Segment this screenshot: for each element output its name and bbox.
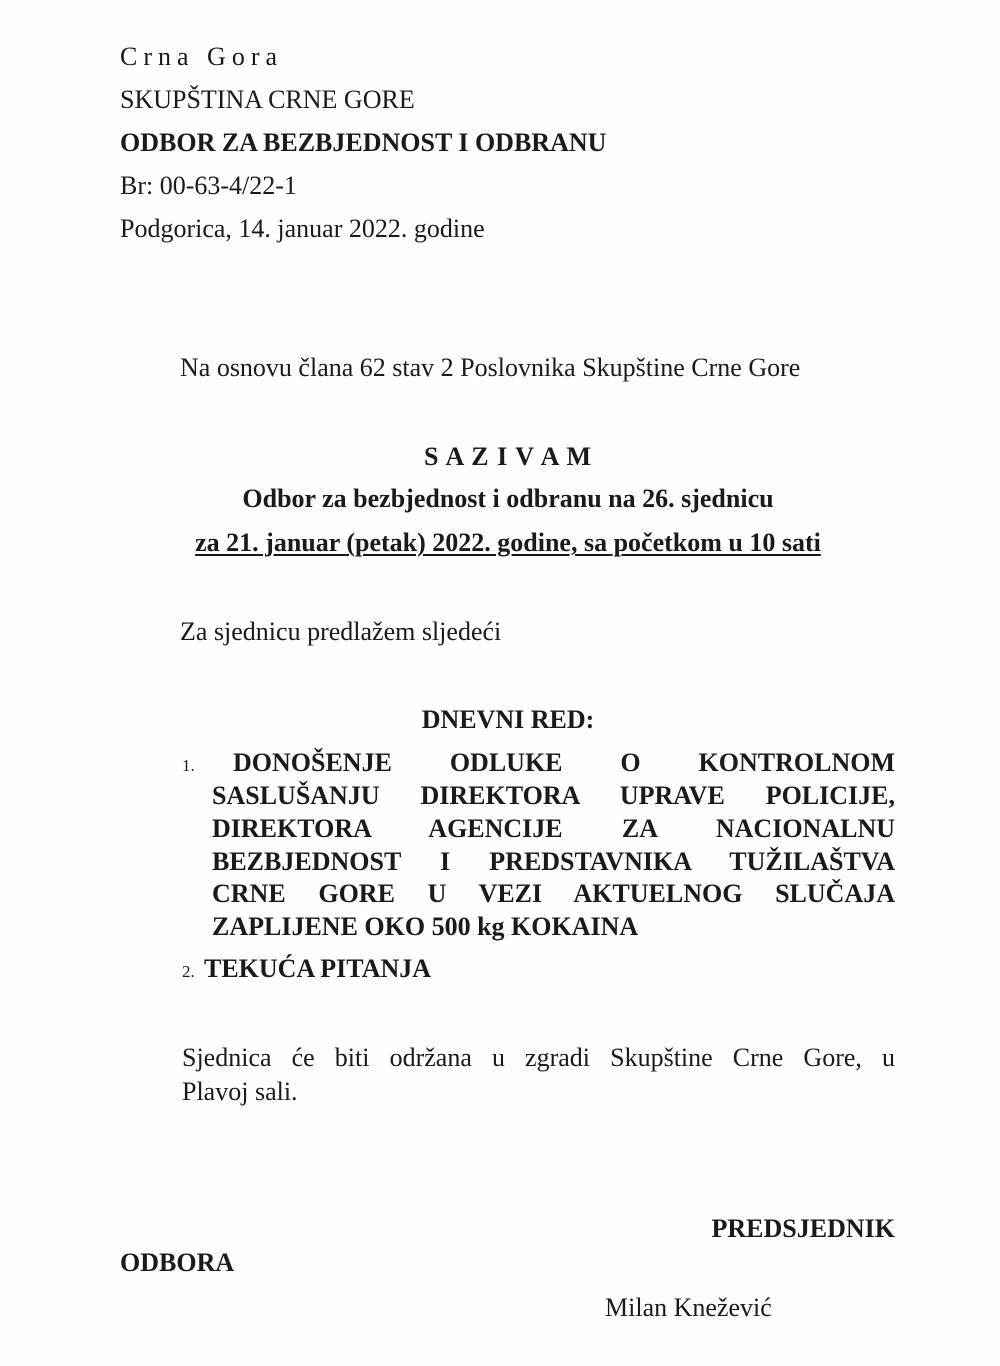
header-committee: ODBOR ZA BEZBJEDNOST I ODBRANU: [120, 128, 607, 157]
convocation-line1: Odbor za bezbjednost i odbranu na 26. sjednicu: [242, 484, 774, 513]
signature-title-part2: ODBORA: [120, 1248, 235, 1277]
agenda-item-number: 1.: [182, 756, 195, 775]
agenda-item-line: ZAPLIJENE OKO 500 kg KOKAINA: [212, 912, 639, 942]
agenda-item-line: BEZBJEDNOST I PREDSTAVNIKA TUŽILAŠTVA: [212, 846, 895, 876]
signature-name: Milan Knežević: [605, 1293, 772, 1322]
agenda-item-line: CRNE GORE U VEZI AKTUELNOG SLUČAJA: [212, 879, 895, 909]
agenda-item-line: DIREKTORA AGENCIJE ZA NACIONALNU: [212, 813, 895, 843]
agenda-item-number: 2.: [182, 962, 195, 981]
preamble: Na osnovu člana 62 stav 2 Poslovnika Skupštine Crne Gore: [180, 353, 801, 382]
reference-number: Br: 00-63-4/22-1: [120, 171, 297, 200]
location-note: [182, 1041, 895, 1109]
place-date: Podgorica, 14. januar 2022. godine: [120, 214, 485, 243]
agenda-item-text: [233, 747, 895, 780]
header-institution: SKUPŠTINA CRNE GORE: [120, 85, 415, 114]
location-note-line: Plavoj sali.: [182, 1077, 298, 1106]
header-country: Crna Gora: [120, 42, 284, 71]
convocation-title: S A Z I V A M: [423, 442, 593, 471]
signature-title-part1: PREDSJEDNIK: [711, 1214, 895, 1243]
agenda-title: DNEVNI RED:: [421, 705, 595, 734]
agenda-item-text-continued: [212, 780, 895, 944]
proposal-intro: Za sjednicu predlažem sljedeći: [180, 617, 502, 646]
convocation-line2: za 21. januar (petak) 2022. godine, sa početkom u 10 sati: [195, 528, 821, 557]
agenda-item-line: DONOŠENJE ODLUKE O KONTROLNOM: [233, 748, 895, 777]
location-note-line: Sjednica će biti održana u zgradi Skupštine Crne Gore, u: [182, 1043, 895, 1072]
agenda-item-line: SASLUŠANJU DIREKTORA UPRAVE POLICIJE,: [212, 781, 895, 810]
agenda-item-text: TEKUĆA PITANJA: [204, 954, 432, 983]
